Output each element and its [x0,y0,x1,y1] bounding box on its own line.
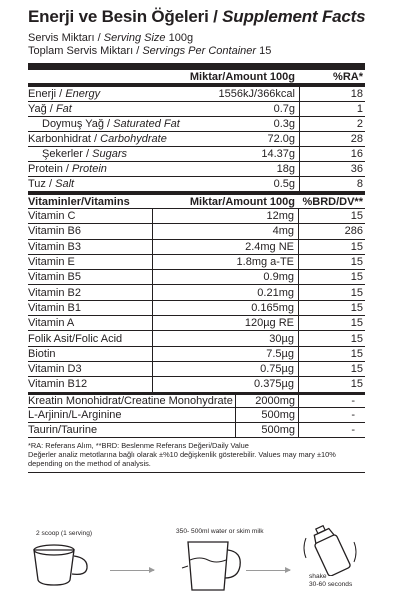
vitamin-name: Vitamin A [28,316,153,330]
ingredient-row [28,423,365,438]
arrow-icon [246,570,290,571]
vitamin-amount: 1.8mg a-TE [153,255,299,269]
nutrient-ra: 18 [299,87,365,101]
nutrient-name-tr: Tuz / [28,178,53,190]
vitamin-rd: 15 [350,317,363,330]
direction-step3-label: shake [309,573,327,580]
vitamin-rd: 286 [344,225,363,238]
panel-title [28,6,365,28]
vitamin-row [28,285,365,300]
bottom-divider [28,472,365,473]
serving-size-value: 100g [168,32,194,44]
vitamin-amount: 2.4mg NE [153,240,299,254]
vitamin-header-name: Vitaminler/Vitamins [28,195,130,208]
vitamin-amount: 0.75µg [153,362,299,376]
nutrition-row [28,87,365,102]
nutrient-name-tr: Enerji / [28,88,63,100]
vitamin-name: Vitamin D3 [28,362,153,376]
nutrient-amount: 0.7g [273,103,295,115]
vitamin-row [28,377,365,392]
vitamin-name: Folik Asit/Folic Acid [28,331,153,345]
ingredient-name: L-Arjinin/L-Arginine [28,408,236,422]
ingredient-rd: - [351,409,355,421]
vitamin-row [28,209,365,224]
shaker-icon [300,524,360,576]
nutrient-amount: 0.5g [273,178,295,190]
nutrition-header-row [28,70,365,87]
vitamin-row [28,270,365,285]
vitamin-amount: 7.5µg [153,347,299,361]
nutrient-amount: 0.3g [273,118,295,130]
vitamin-rd: 15 [350,240,363,253]
vitamin-row [28,331,365,346]
vitamin-rd: 15 [350,301,363,314]
arrow-icon [110,570,154,571]
vitamin-header-row [28,192,365,209]
nutrition-row [28,147,365,162]
other-rows [28,393,365,439]
vitamin-rd: 15 [350,378,363,391]
vitamin-amount: 4mg [153,224,299,238]
title-en: Supplement Facts [222,7,366,26]
vitamin-rd: 15 [350,332,363,345]
nutrient-name [28,118,209,130]
vitamin-row [28,362,365,377]
footnote-line: *RA: Referans Alım, **BRD: Beslenme Referans Değeri/Daily Value [28,441,249,451]
thick-divider [28,63,365,70]
nutrient-ra: 36 [299,162,365,176]
footnote-line: Değerler analiz metotlarına bağlı olarak ±%10 değişkenlik gösterebilir. Values may mary ±10% [28,450,336,460]
scoop-icon [30,540,92,588]
vitamin-amount: 30µg [153,331,299,345]
nutrient-name-tr: Şekerler / [42,148,90,160]
vitamin-rd: 15 [350,347,363,360]
nutrient-name-en: Protein [72,163,107,175]
nutrient-name-tr: Yağ / [28,103,53,115]
vitamin-name: Vitamin B6 [28,224,153,238]
vitamin-row [28,224,365,239]
ingredient-name: Taurin/Taurine [28,423,236,437]
nutrient-name-en: Energy [65,88,101,100]
nutrient-ra: 28 [299,132,365,146]
nutrient-name [28,178,209,190]
direction-step1-label: 2 scoop (1 serving) [36,530,93,537]
directions-strip [28,526,365,596]
nutrition-row [28,162,365,177]
nutrient-amount: 1556kJ/366kcal [218,88,295,100]
nutrient-name-tr: Protein / [28,163,69,175]
servings-en: Servings Per Container [142,45,257,57]
vitamin-amount: 0.375µg [153,377,299,391]
ingredient-amount: 500mg [236,408,299,422]
nutrient-name-en: Carbohydrate [100,133,167,145]
nutrient-ra: 1 [299,102,365,116]
nutrition-row [28,117,365,132]
vitamin-amount: 120µg RE [153,316,299,330]
vitamin-name: Vitamin B5 [28,270,153,284]
nutrition-row [28,102,365,117]
nutrient-ra: 16 [299,147,365,161]
vitamin-row [28,301,365,316]
nutrient-name-tr: Karbonhidrat / [28,133,98,145]
nutrition-row [28,177,365,192]
nutrient-name-en: Salt [55,178,75,190]
nutrient-name [28,103,209,115]
servings-tr: Toplam Servis Miktarı / [28,45,140,57]
vitamin-amount: 0.165mg [153,301,299,315]
footnote-line: depending on the method of analysis. [28,459,151,469]
vitamin-header-amount: Miktar/Amount 100g [189,195,295,208]
nutrient-ra: 8 [299,177,365,191]
nutrition-row [28,132,365,147]
vitamin-rd: 15 [350,271,363,284]
nutrient-name-en: Fat [55,103,72,115]
vitamin-name: Vitamin B12 [28,377,153,391]
nutrition-header-amount: Miktar/Amount 100g [189,70,295,83]
vitamin-header-rd: %BRD/DV** [302,195,363,208]
direction-step2-label: 350- 500ml water or skim milk [176,528,264,535]
nutrient-name-en: Sugars [92,148,127,160]
vitamin-rd: 15 [350,256,363,269]
ingredient-amount: 500mg [236,423,299,437]
nutrient-name [28,133,209,145]
vitamin-amount: 0.21mg [153,285,299,299]
pitcher-icon [178,538,244,594]
vitamin-name: Vitamin C [28,209,153,223]
vitamin-rd: 15 [350,210,363,223]
ingredient-name: Kreatin Monohidrat/Creatine Monohydrate [28,395,236,407]
vitamin-name: Vitamin B1 [28,301,153,315]
vitamin-row [28,316,365,331]
vitamin-row [28,347,365,362]
ingredient-row [28,393,365,408]
serving-size-en: Serving Size [103,32,166,44]
vitamin-amount: 0.9mg [153,270,299,284]
vitamin-row [28,255,365,270]
nutrient-name-tr: Doymuş Yağ / [42,118,111,130]
nutrient-name [28,163,209,175]
nutrient-name [28,148,209,160]
servings-per-container [28,45,365,58]
vitamin-row [28,240,365,255]
vitamin-rd: 15 [350,363,363,376]
nutrient-amount: 18g [276,163,295,175]
nutrient-name [28,88,209,100]
serving-size-tr: Servis Miktarı / [28,32,101,44]
direction-step3-time: 30-60 seconds [309,581,353,588]
supplement-facts-panel [28,6,365,473]
ingredient-rd: - [351,394,355,407]
servings-value: 15 [259,45,272,57]
nutrient-amount: 72.0g [267,133,295,145]
ingredient-row [28,408,365,423]
vitamin-amount: 12mg [153,209,299,223]
footnotes [28,441,365,468]
vitamin-name: Biotin [28,347,153,361]
vitamin-name: Vitamin B3 [28,240,153,254]
serving-size [28,32,365,45]
vitamin-rd: 15 [350,286,363,299]
nutrition-rows [28,87,365,192]
vitamin-name: Vitamin E [28,255,153,269]
nutrient-name-en: Saturated Fat [113,118,180,130]
ingredient-rd: - [351,424,355,437]
nutrient-amount: 14.37g [261,148,295,160]
title-tr: Enerji ve Besin Öğeleri / [28,7,218,26]
nutrient-ra: 2 [299,117,365,131]
vitamin-name: Vitamin B2 [28,285,153,299]
vitamin-rows [28,209,365,393]
ingredient-amount: 2000mg [236,395,299,407]
nutrition-header-ra: %RA* [333,70,363,83]
